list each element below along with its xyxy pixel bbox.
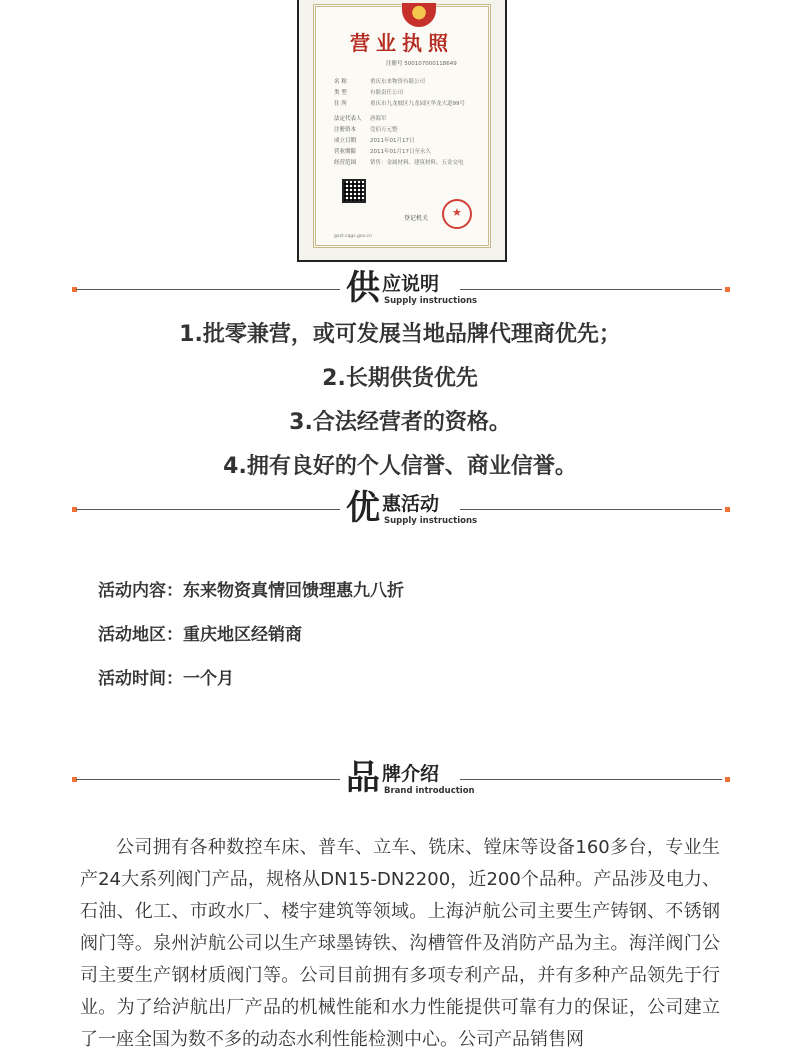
license-footer: gsxt.cqgs.gov.cn <box>334 234 372 239</box>
official-seal-icon <box>442 199 472 229</box>
supply-section-header <box>72 270 730 310</box>
brand-section-header <box>72 760 730 800</box>
supply-item: 1.批零兼营，或可发展当地品牌代理商优先； <box>179 322 621 347</box>
section-title-en: Supply instructions <box>384 516 478 526</box>
section-title-small: 牌介绍 <box>382 763 440 785</box>
section-title-en: Supply instructions <box>384 296 478 306</box>
section-title-small: 应说明 <box>382 273 440 295</box>
section-title-big: 优 <box>346 488 380 528</box>
supply-list <box>0 318 800 494</box>
divider-line <box>460 289 722 290</box>
section-title-big: 品 <box>346 758 380 798</box>
supply-item: 3.合法经营者的资格。 <box>289 410 511 435</box>
license-row: 类 型 有限责任公司 <box>334 90 404 96</box>
section-title <box>346 488 478 530</box>
license-reg-number: 注册号 500107000118649 <box>386 61 457 67</box>
divider-line <box>460 509 722 510</box>
license-document <box>313 4 491 248</box>
supply-item: 2.长期供货优先 <box>322 366 478 391</box>
license-title: 营业执照 <box>350 31 454 55</box>
section-title-en: Brand introduction <box>384 786 475 796</box>
divider-line <box>76 509 340 510</box>
section-title-big: 供 <box>346 268 380 308</box>
promo-duration: 活动时间：一个月 <box>98 669 234 689</box>
section-title-small: 惠活动 <box>382 493 440 515</box>
divider-line <box>76 289 340 290</box>
divider-dot <box>725 777 730 782</box>
brand-introduction-paragraph: 公司拥有各种数控车床、普车、立车、铣床、镗床等设备160多台，专业生产24大系列阀门产品，规格从DN15-DN2200，近200个品种。产品涉及电力、石油、化工、市政水厂、楼宇建筑等领域。上海泸航公司主要生产铸钢、不锈钢阀门等。泉州泸航公司以生产球墨铸铁、沟槽管件及消防产品为主。海洋阀门公司主要生产钢材质阀门等。公司目前拥有多项专利产品，并有多种产品领先于行业。为了给泸航出厂产品的机械性能和水力性能提供可靠有力的保证，公司建立了一座全国为数不多的动态水利性能检测中心。公司产品销售网 <box>80 837 720 1050</box>
license-row: 经营范围 销售：金属材料、建筑材料、五金交电 <box>334 160 464 166</box>
section-title <box>346 758 475 800</box>
license-row: 注册资本 壹佰万元整 <box>334 127 398 133</box>
divider-dot <box>725 287 730 292</box>
license-row: 住 所 重庆市九龙坡区九龙园区华龙大道99号 <box>334 101 465 107</box>
license-row: 营业期限 2011年01月17日至永久 <box>334 149 431 155</box>
business-license-image <box>297 0 507 262</box>
divider-line <box>460 779 722 780</box>
national-emblem-icon <box>402 3 436 27</box>
divider-line <box>76 779 340 780</box>
license-issuer: 登记机关 <box>404 215 429 222</box>
divider-dot <box>725 507 730 512</box>
license-row: 法定代表人 唐海军 <box>334 116 387 122</box>
section-title <box>346 268 478 310</box>
qr-code-icon <box>342 179 366 203</box>
license-row: 成立日期 2011年01月17日 <box>334 138 415 144</box>
promo-region: 活动地区：重庆地区经销商 <box>98 625 302 645</box>
license-row: 名 称 重庆东来物资有限公司 <box>334 79 426 85</box>
promo-content: 活动内容：东来物资真情回馈理惠九八折 <box>98 581 404 601</box>
promo-list <box>98 574 404 706</box>
promo-section-header <box>72 490 730 530</box>
supply-item: 4.拥有良好的个人信誉、商业信誉。 <box>223 454 577 479</box>
